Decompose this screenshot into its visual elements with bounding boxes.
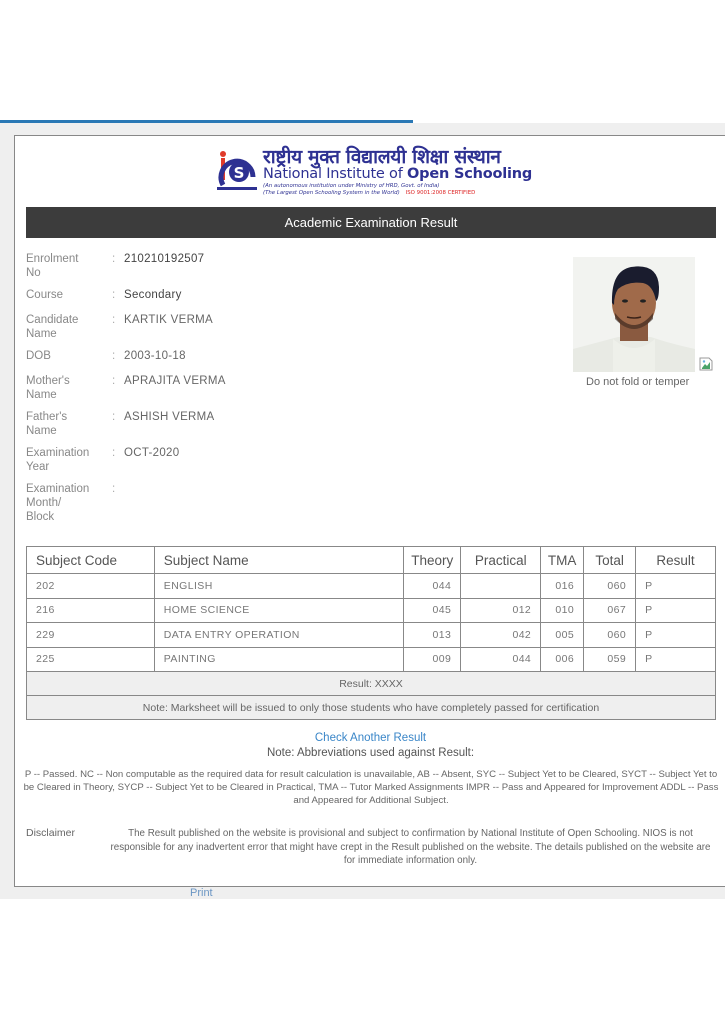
cell-theory: 045 [404,598,461,623]
info-label: Examination Year [26,447,90,473]
header-subject-code: Subject Code [27,547,155,574]
table-row [27,598,716,623]
cell-total: 059 [584,647,636,672]
header-practical: Practical [461,547,541,574]
candidate-photo [573,257,695,372]
cell-total: 067 [584,598,636,623]
org-name-hindi: राष्ट्रीय मुक्त विद्यालयी शिक्षा संस्थान [263,146,501,168]
org-tagline-2-text: (The Largest Open Schooling System in the World) [263,190,400,196]
cell-subject-code: 202 [27,574,155,599]
marksheet-note-row [27,696,716,720]
marks-table [26,546,716,720]
info-row-enrolment: Enrolment No : 210210192507 [26,253,205,279]
table-row [27,647,716,672]
info-label: Mother's Name [26,375,70,401]
dob-value: 2003-10-18 [124,350,186,362]
cell-practical: 042 [461,623,541,648]
header-subject-name: Subject Name [154,547,404,574]
iso-certification: ISO 9001:2008 CERTIFIED [405,190,476,196]
father-name-value: ASHISH VERMA [124,411,215,423]
marksheet-note: Note: Marksheet will be issued to only those students who have completely passed for certification [27,696,716,720]
info-label: Candidate Name [26,314,79,340]
broken-image-icon [699,357,713,371]
info-label: Course [26,289,64,301]
cell-practical: 012 [461,598,541,623]
cell-result: P [636,647,716,672]
info-row-exam-month-block: Examination Month/ Block : [26,483,116,523]
cell-tma: 010 [541,598,584,623]
nios-logo-icon [215,149,259,193]
photo-caption: Do not fold or temper [586,376,690,388]
cell-tma: 016 [541,574,584,599]
org-name-bold: Open Schooling [407,166,533,182]
header-result: Result [636,547,716,574]
cell-total: 060 [584,574,636,599]
disclaimer [26,827,716,868]
print-link[interactable]: Print [190,887,213,899]
cell-practical [461,574,541,599]
cell-subject-name: PAINTING [154,647,404,672]
info-label: Father's Name [26,411,68,437]
disclaimer-label: Disclaimer [26,827,76,839]
cell-subject-code: 225 [27,647,155,672]
cell-result: P [636,574,716,599]
cell-subject-code: 216 [27,598,155,623]
abbreviations-title: Note: Abbreviations used against Result: [266,747,475,759]
exam-year-value: OCT-2020 [124,447,180,459]
nios-header-logo [201,143,561,199]
cell-theory: 009 [404,647,461,672]
info-label: Examination Month/ Block [26,483,90,523]
org-name-prefix: National Institute of [263,166,408,182]
candidate-info [26,252,566,524]
cell-total: 060 [584,623,636,648]
cell-theory: 013 [404,623,461,648]
org-tagline-2 [263,190,475,196]
result-summary: Result: XXXX [27,672,716,696]
table-row [27,574,716,599]
info-label: DOB [26,350,51,362]
info-row-mother-name: Mother's Name : APRAJITA VERMA [26,375,226,401]
cell-subject-name: DATA ENTRY OPERATION [154,623,404,648]
result-summary-row [27,672,716,696]
header-theory: Theory [404,547,461,574]
cell-tma: 006 [541,647,584,672]
cell-subject-code: 229 [27,623,155,648]
cell-practical: 044 [461,647,541,672]
cell-result: P [636,598,716,623]
info-row-exam-year: Examination Year : OCT-2020 [26,447,180,473]
candidate-name-value: KARTIK VERMA [124,314,214,326]
org-tagline-1: (An autonomous institution under Ministry of HRD, Govt. of India) [263,183,440,189]
enrolment-value: 210210192507 [124,253,205,265]
org-name-english [263,166,532,182]
cell-subject-name: ENGLISH [154,574,404,599]
info-row-father-name: Father's Name : ASHISH VERMA [26,411,215,437]
disclaimer-text: The Result published on the website is provisional and subject to confirmation by National Institute of Open Schooling. NIOS is not responsible for any inadvertent error that might have crept in the Result published on the website. The details published on the website are for immediate information only. [110,828,711,866]
check-another-result-link[interactable]: Check Another Result [314,732,427,744]
page-title: Academic Examination Result [26,207,716,238]
cell-tma: 005 [541,623,584,648]
cell-theory: 044 [404,574,461,599]
cell-subject-name: HOME SCIENCE [154,598,404,623]
info-row-course: Course : Secondary [26,289,182,301]
abbreviations-text: P -- Passed. NC -- Non computable as the required data for result calculation is unavailable, AB -- Absent, SYC -- Subject Yet to be Cleared, SYCT -- Subject Yet to be Cleared in Theory, SYCP -- Subject Yet to be Cleared in Practical, TMA -- Tutor Marked Assignments IMPR -- Pass and Appeared for Improvement ADDL -- Pass and Appeared for Additional Subject. [23,769,719,806]
result-panel [14,135,725,887]
info-row-candidate-name: Candidate Name : KARTIK VERMA [26,314,214,340]
table-row [27,623,716,648]
info-label: Enrolment No [26,253,79,279]
course-value: Secondary [124,289,182,301]
candidate-photo-area [573,257,723,395]
table-header-row [27,547,716,574]
mother-name-value: APRAJITA VERMA [124,375,226,387]
header-total: Total [584,547,636,574]
header-tma: TMA [541,547,584,574]
svg-text:S: S [233,164,245,182]
info-row-dob: DOB : 2003-10-18 [26,350,186,362]
cell-result: P [636,623,716,648]
